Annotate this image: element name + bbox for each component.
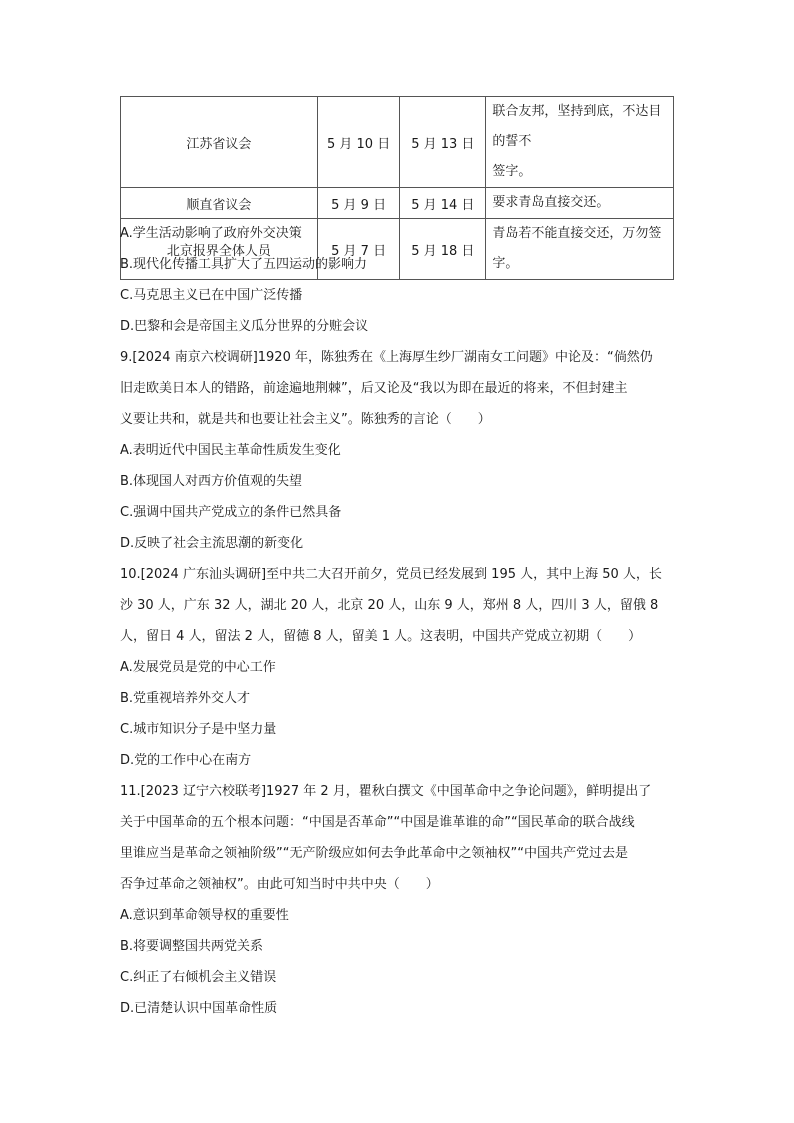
- q9-stem-line: 义要让共和，就是共和也要让社会主义”。陈独秀的言论（ ）: [120, 412, 491, 427]
- q11-option-c: C.纠正了右倾机会主义错误: [120, 970, 277, 985]
- table-cell-date: 5 月 9 日: [317, 188, 399, 219]
- q11-stem-line: 否争过革命之领袖权”。由此可知当时中共中央（ ）: [120, 877, 439, 892]
- q10-stem-line: 10.[2024 广东汕头调研]至中共二大召开前夕，党员已经发展到 195 人，其中上海 50 人，长: [120, 567, 662, 582]
- table-row: [121, 97, 674, 188]
- q10-stem-line: 人，留日 4 人，留法 2 人，留德 8 人，留美 1 人。这表明，中国共产党成立初期（ ）: [120, 629, 642, 644]
- q9-stem-line: 旧走欧美日本人的错路，前途遍地荆棘”，后又论及“我以为即在最近的将来，不但封建主: [120, 381, 628, 396]
- q8-option-a: A.学生活动影响了政府外交决策: [120, 226, 302, 241]
- q11-option-d: D.已清楚认识中国革命性质: [120, 1001, 278, 1016]
- table-cell-date: 5 月 18 日: [400, 219, 486, 280]
- table-row: [121, 188, 674, 219]
- q11-option-b: B.将要调整国共两党关系: [120, 939, 264, 954]
- q8-option-d: D.巴黎和会是帝国主义瓜分世界的分赃会议: [120, 319, 369, 334]
- q10-option-b: B.党重视培养外交人才: [120, 691, 251, 706]
- q9-option-a: A.表明近代中国民主革命性质发生变化: [120, 443, 341, 458]
- q10-option-a: A.发展党员是党的中心工作: [120, 660, 276, 675]
- q10-option-d: D.党的工作中心在南方: [120, 753, 252, 768]
- q9-option-c: C.强调中国共产党成立的条件已然具备: [120, 505, 342, 520]
- table-cell-sender: 顺直省议会: [121, 188, 318, 219]
- q9-option-d: D.反映了社会主流思潮的新变化: [120, 536, 304, 551]
- q11-option-a: A.意识到革命领导权的重要性: [120, 908, 289, 923]
- table-cell-date: 5 月 14 日: [400, 188, 486, 219]
- content-line: 签字。: [492, 164, 532, 179]
- content-line: 联合友邦，坚持到底，不达目的誓不: [492, 104, 662, 149]
- table-cell-date: 5 月 10 日: [317, 97, 399, 188]
- q10-stem-line: 沙 30 人，广东 32 人，湖北 20 人，北京 20 人，山东 9 人，郑州 8 人，四川 3 人，留俄 8: [120, 598, 659, 613]
- q8-option-b: B.现代化传播工具扩大了五四运动的影响力: [120, 257, 368, 272]
- q11-stem-line: 里谁应当是革命之领袖阶级”“无产阶级应如何去争此革命中之领袖权”“中国共产党过去是: [120, 846, 628, 861]
- telegram-table: [120, 96, 674, 280]
- table-cell-date: 5 月 7 日: [317, 219, 399, 280]
- table-cell-sender: 江苏省议会: [121, 97, 318, 188]
- q10-option-c: C.城市知识分子是中坚力量: [120, 722, 277, 737]
- q9-option-b: B.体现国人对西方价值观的失望: [120, 474, 303, 489]
- table-cell-date: 5 月 13 日: [400, 97, 486, 188]
- table-cell-content: [486, 97, 674, 188]
- table-cell-content: 青岛若不能直接交还，万勿签字。: [486, 219, 674, 280]
- q11-stem-line: 11.[2023 辽宁六校联考]1927 年 2 月，瞿秋白撰文《中国革命中之争论问题》，鲜明提出了: [120, 784, 652, 799]
- q8-option-c: C.马克思主义已在中国广泛传播: [120, 288, 303, 303]
- table-cell-sender: 北京报界全体人员: [121, 219, 318, 280]
- q9-stem-line: 9.[2024 南京六校调研]1920 年，陈独秀在《上海厚生纱厂湖南女工问题》中论及：“倘然仍: [120, 350, 653, 365]
- table-cell-content: 要求青岛直接交还。: [486, 188, 674, 219]
- q11-stem-line: 关于中国革命的五个根本问题：“中国是否革命”“中国是谁革谁的命”“国民革命的联合战线: [120, 815, 635, 830]
